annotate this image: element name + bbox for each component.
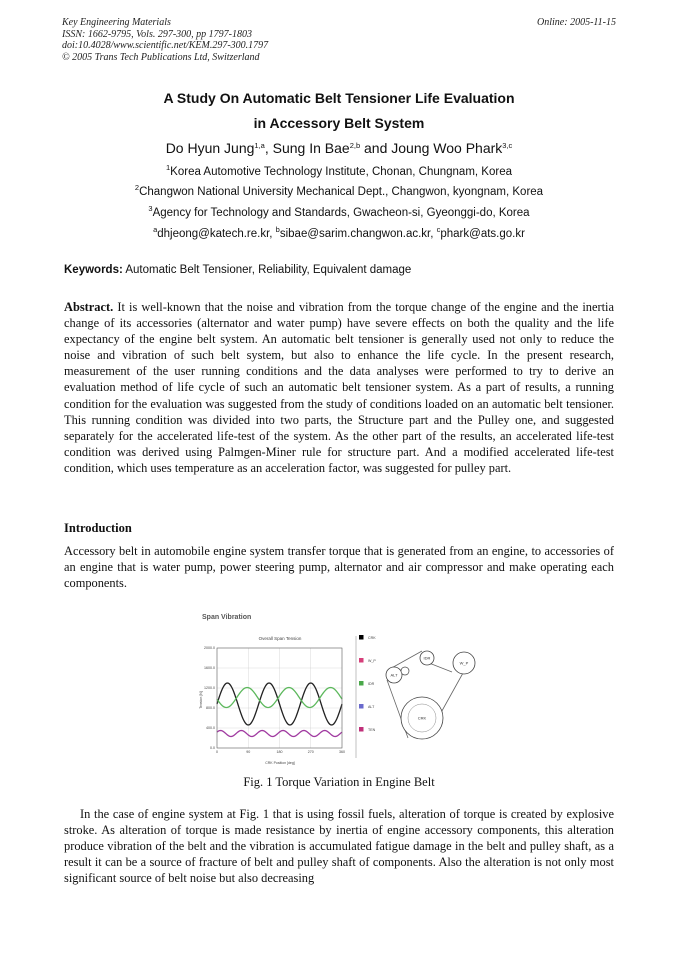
- copyright-line: © 2005 Trans Tech Publications Ltd, Switzerland: [62, 51, 260, 63]
- journal-header: [62, 17, 616, 63]
- chart-ytick-label: 400.0: [206, 726, 215, 731]
- email-sup: b: [275, 225, 280, 234]
- email-text: dhjeong@katech.re.kr,: [157, 228, 276, 240]
- chart-ticks: [204, 646, 345, 754]
- chart-xtick-label: 180: [276, 750, 283, 754]
- affiliation-text: Korea Automotive Technology Institute, Chonan, Chungnam, Korea: [170, 166, 512, 178]
- chart-xtick-label: 0: [216, 750, 218, 754]
- issn-line: ISSN: 1662-9795, Vols. 297-300, pp 1797-1803: [62, 28, 252, 40]
- affiliation-sup: 2: [134, 183, 140, 192]
- introduction-paragraph-2: In the case of engine system at Fig. 1 that is using fossil fuels, alteration of torque is created by explosive stroke. As alteration of torque is made resistance by inertia of engine accessory components, this alteration produce vibration of the belt and the vibration is accumulated fatigue damage in the belt and pulley shaft, as a result it can be a source of fracture of belt and pulley shaft of components. Also the alteration is not only most significant source of belt noise but also decreasing: [64, 807, 614, 886]
- email-sup: c: [436, 225, 441, 234]
- email-text: phark@ats.go.kr: [440, 228, 525, 240]
- legend-swatch: [359, 658, 364, 663]
- online-date: Online: 2005-11-15: [537, 17, 616, 28]
- chart-ytick-label: 2000.0: [204, 646, 215, 651]
- legend-label: CRK: [368, 636, 376, 640]
- affiliation-text: Changwon National University Mechanical Dept., Changwon, kyongnam, Korea: [139, 186, 544, 198]
- pulley-label: IDR: [423, 655, 431, 661]
- abstract-label: Abstract.: [64, 300, 114, 314]
- author-sup: 2,b: [349, 141, 361, 150]
- email-line: [0, 225, 678, 240]
- affiliation-sup: 3: [148, 204, 153, 213]
- legend-swatch: [359, 681, 364, 686]
- introduction-heading: Introduction: [64, 521, 132, 535]
- chart-xtick-label: 360: [339, 750, 345, 754]
- chart-ytick-label: 800.0: [206, 706, 215, 711]
- abstract-text: It is well-known that the noise and vibration from the torque change of the engine and the inertia change of its accessories (alternator and water pump) have severe effects on both the quality and the life expectancy of the engine belt system. An automatic belt tensioner is generally used not only to reduce the noise and vibration of such belt system, but also to enhance the life cycle. In the present research, measurement of the user running conditions and the data analyses were performed to try to derive an evaluation method of life cycle of such an automatic belt tensioner system. As a part of results, a running condition for the evaluation was suggested from the study of conditions loaded on an automatic belt tensioner. This running condition was divided into two parts, the Structure part and the Pulley one, and suggested separately for the accelerated life-test of the system. As the other part of the results, an accelerated life-test condition was derived using Palmgen-Miner rule for structure part. And a modified accelerated life-test condition, which uses temperature as an acceleration factor, was suggested for pulley part.: [64, 300, 614, 475]
- belt-layout-diagram: [386, 651, 475, 739]
- affiliation-text: Agency for Technology and Standards, Gwacheon-si, Gyeonggi-do, Korea: [152, 207, 530, 219]
- author-sup: 1,a: [254, 141, 265, 150]
- chart-ytick-label: 0.0: [210, 746, 215, 751]
- keywords: [64, 264, 616, 276]
- figure-panel-title: Span Vibration: [202, 614, 252, 621]
- figure-1: [196, 608, 492, 766]
- affiliation-1: [0, 163, 678, 178]
- email-text: sibae@sarim.changwon.ac.kr,: [279, 228, 437, 240]
- author-name: Do Hyun Jung: [165, 140, 255, 156]
- affiliation-2: [0, 183, 678, 198]
- pulley-label: CRK: [417, 715, 427, 721]
- chart-xlabel: CRK Position [deg]: [265, 761, 295, 765]
- paper-title-line-1: A Study On Automatic Belt Tensioner Life Evaluation: [163, 90, 515, 106]
- author-sup: 3,c: [502, 141, 513, 150]
- author-list: [0, 140, 678, 156]
- paper-title-line-2: in Accessory Belt System: [253, 115, 425, 131]
- author-name: Joung Woo Phark: [391, 140, 503, 156]
- journal-name: Key Engineering Materials: [62, 17, 171, 28]
- pulley-label: W_P: [459, 660, 469, 666]
- chart-legend: [359, 635, 376, 732]
- affiliation-3: [0, 204, 678, 219]
- keywords-label: Keywords:: [64, 264, 123, 276]
- legend-label: ALT: [368, 705, 375, 709]
- chart-xtick-label: 270: [307, 750, 314, 754]
- affiliation-sup: 1: [166, 163, 171, 172]
- doi-line: doi:10.4028/www.scientific.net/KEM.297-300.1797: [62, 40, 269, 51]
- author-separator: ,: [264, 140, 273, 156]
- chart-ytick-label: 1600.0: [204, 666, 215, 671]
- figure-1-graphic: [196, 608, 492, 766]
- figure-caption: Fig. 1 Torque Variation in Engine Belt: [243, 775, 435, 789]
- chart-xtick-label: 90: [246, 750, 251, 754]
- introduction-paragraph-1: Accessory belt in automobile engine system transfer torque that is generated from an engine, to accessories of an engine that is water pump, power steering pump, alternator and air compressor and make operating each components.: [64, 544, 614, 591]
- keywords-text: Automatic Belt Tensioner, Reliability, Equivalent damage: [122, 264, 412, 276]
- legend-label: W_P: [368, 659, 376, 663]
- email-sup: a: [153, 225, 158, 234]
- legend-label: TEN: [368, 728, 376, 732]
- author-name: Sung In Bae: [272, 140, 350, 156]
- chart-title: Overall Span Tension: [258, 636, 302, 641]
- legend-swatch: [359, 727, 364, 732]
- chart-ylabel: Tension [N]: [199, 691, 203, 709]
- legend-swatch: [359, 635, 364, 640]
- pulley-label: ALT: [390, 672, 398, 678]
- tensioner-pulley: [401, 667, 409, 675]
- abstract: [64, 299, 614, 476]
- legend-label: IDR: [368, 682, 375, 686]
- author-separator: and: [360, 140, 392, 156]
- legend-swatch: [359, 704, 364, 709]
- chart-ytick-label: 1200.0: [204, 686, 215, 691]
